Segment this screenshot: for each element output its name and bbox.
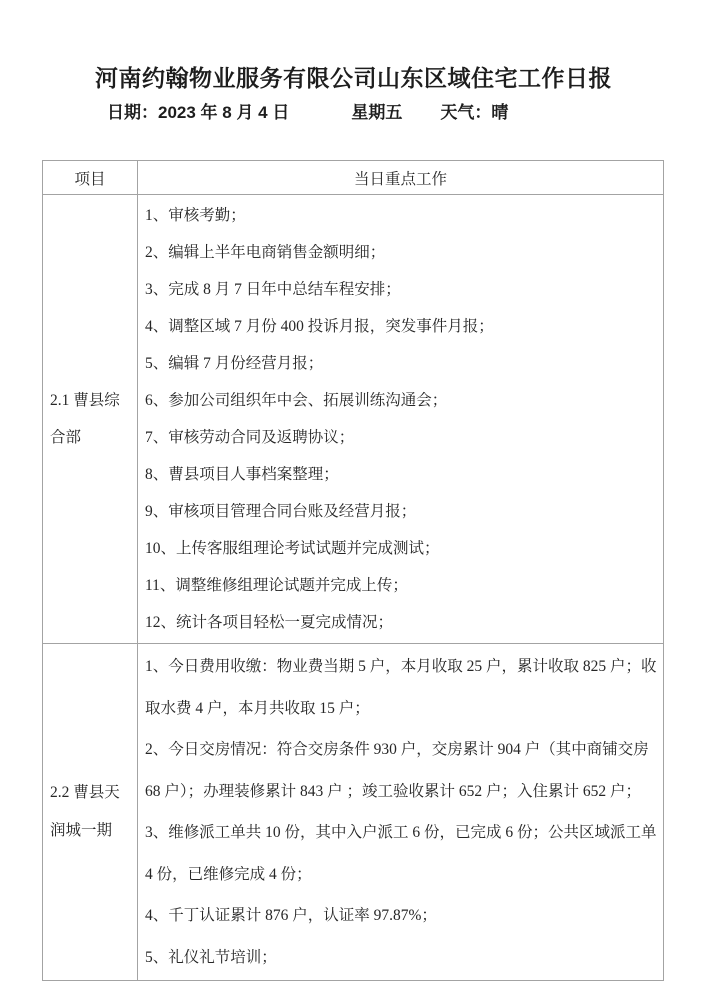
work-item: 6、参加公司组织年中会、拓展训练沟通会； [145,392,448,409]
date-value: 日期：2023 年 8 月 4 日 [107,103,290,122]
report-body [43,195,664,981]
work-item: 9、审核项目管理合同台账及经营月报； [145,503,417,520]
work-item: 3、维修派工单共 10 份，其中入户派工 6 份，已完成 6 份；公共区域派工单 4 份，已维修完成 4 份； [145,824,657,883]
column-header-project: 项目 [43,161,138,195]
weather-value: 天气：晴 [440,103,509,122]
table-row [43,644,664,981]
work-item: 10、上传客服组理论考试试题并完成测试； [145,540,440,557]
work-item: 1、审核考勤； [145,207,246,224]
work-item: 11、调整维修组理论试题并完成上传； [145,577,408,594]
work-item: 5、礼仪礼节培训； [145,948,277,966]
work-item: 8、曹县项目人事档案整理； [145,466,339,483]
work-item: 4、调整区域 7 月份 400 投诉月报，突发事件月报； [145,318,494,335]
page-title: 河南约翰物业服务有限公司山东区域住宅工作日报 [95,65,612,91]
work-item: 1、今日费用收缴：物业费当期 5 户，本月收取 25 户，累计收取 825 户；收取水费 4 户，本月共收取 15 户； [145,658,657,717]
work-item: 5、编辑 7 月份经营月报； [145,355,324,372]
table-row [43,195,664,644]
column-header-work: 当日重点工作 [138,161,664,195]
weekday-value: 星期五 [351,103,403,122]
work-item: 12、统计各项目轻松一夏完成情况； [145,614,394,631]
date-line [107,102,707,124]
project-label: 2.2 曹县天润城一期 [43,644,138,981]
work-item: 3、完成 8 月 7 日年中总结车程安排； [145,281,401,298]
work-item: 2、编辑上半年电商销售金额明细； [145,244,386,261]
work-item: 4、千丁认证累计 876 户，认证率 97.87%； [145,907,437,924]
daily-report-table [42,160,664,981]
project-label: 2.1 曹县综合部 [43,195,138,644]
work-items-cell [138,644,664,981]
work-items-cell [138,195,664,644]
work-item: 2、今日交房情况：符合交房条件 930 户，交房累计 904 户（其中商铺交房 68 户）；办理装修累计 843 户 ；竣工验收累计 652 户；入住累计 652 户； [145,741,649,800]
work-item: 7、审核劳动合同及返聘协议； [145,429,355,446]
table-header-row [43,161,664,195]
